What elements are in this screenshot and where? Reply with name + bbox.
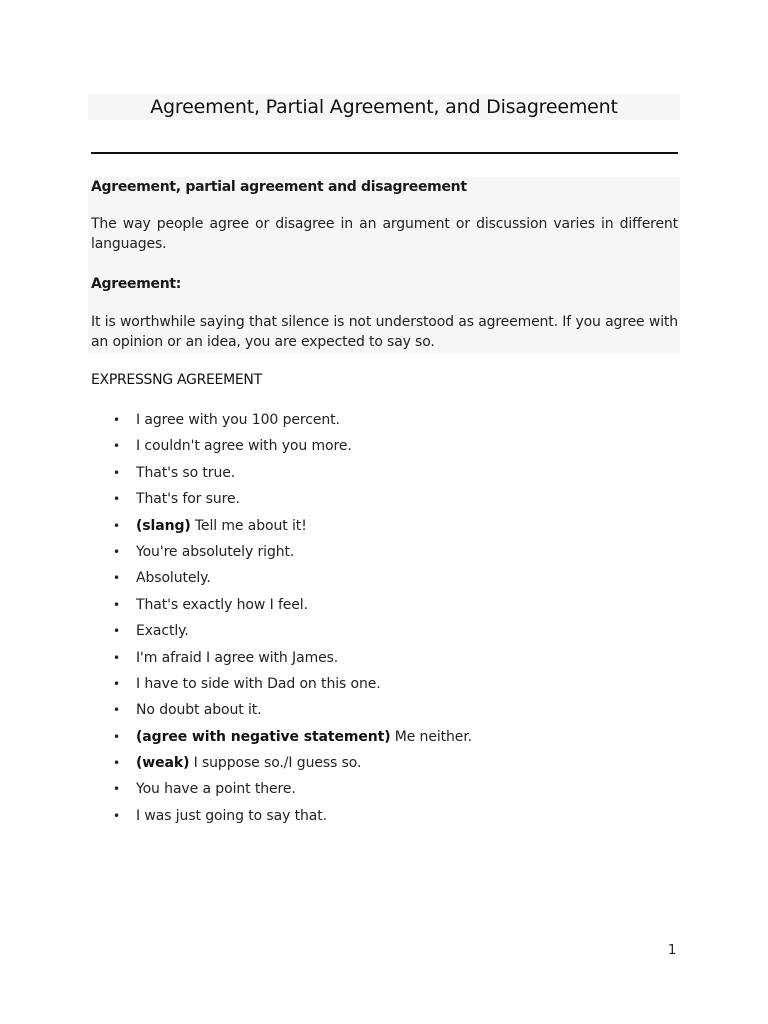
list-item-phrase: I couldn't agree with you more. — [136, 438, 352, 455]
bullet-icon: • — [113, 544, 120, 559]
bullet-icon: • — [113, 808, 120, 823]
list-item-phrase: That's so true. — [136, 464, 236, 481]
page-title: Agreement, Partial Agreement, and Disagreement — [150, 96, 618, 118]
list-item-phrase: You're absolutely right. — [136, 543, 295, 560]
bullet-icon: • — [113, 518, 120, 533]
intro-paragraph: The way people agree or disagree in an argument or discussion varies in different languages. — [91, 216, 678, 252]
intro-heading: Agreement, partial agreement and disagreement — [91, 179, 467, 195]
list-item-text — [136, 697, 262, 723]
bullet-icon: • — [113, 676, 120, 691]
list-item-phrase: Tell me about it! — [194, 517, 307, 534]
list-item-text — [136, 803, 327, 829]
list-item — [0, 618, 768, 644]
bullet-icon: • — [113, 597, 120, 612]
list-item — [0, 460, 768, 486]
list-item-phrase: You have a point there. — [136, 781, 296, 798]
list-item-qualifier: (weak) — [136, 755, 190, 772]
list-item — [0, 671, 768, 697]
list-item-phrase: I suppose so./I guess so. — [193, 755, 362, 772]
list-item — [0, 539, 768, 565]
bullet-icon: • — [113, 650, 120, 665]
bullet-icon: • — [113, 492, 120, 507]
list-item — [0, 407, 768, 433]
list-item — [0, 513, 768, 539]
list-item — [0, 592, 768, 618]
list-item — [0, 776, 768, 802]
list-item-phrase: That's for sure. — [136, 491, 240, 508]
list-item-phrase: Absolutely. — [136, 570, 211, 587]
title-box — [88, 94, 680, 120]
list-item — [0, 750, 768, 776]
list-item-text — [136, 565, 211, 591]
bullet-icon: • — [113, 782, 120, 797]
agreement-heading: Agreement: — [91, 276, 182, 292]
list-item-text — [136, 724, 472, 750]
list-item-phrase: No doubt about it. — [136, 702, 262, 719]
bullet-icon: • — [113, 703, 120, 718]
list-item-phrase: I'm afraid I agree with James. — [136, 649, 339, 666]
title-rule — [91, 152, 678, 154]
bullet-icon: • — [113, 624, 120, 639]
list-item-text — [136, 539, 294, 565]
list-item-phrase: I was just going to say that. — [136, 807, 327, 824]
list-item-phrase: That's exactly how I feel. — [136, 596, 308, 613]
list-item — [0, 486, 768, 512]
list-item-qualifier: (agree with negative statement) — [136, 728, 391, 745]
list-item-text — [136, 645, 338, 671]
list-item-phrase: Exactly. — [136, 623, 189, 640]
bullet-icon: • — [113, 439, 120, 454]
list-item-text — [136, 776, 296, 802]
list-item-text — [136, 407, 340, 433]
list-item — [0, 565, 768, 591]
page-number: 1 — [668, 943, 677, 958]
list-item-text — [136, 460, 235, 486]
list-item — [0, 645, 768, 671]
list-item-phrase: Me neither. — [394, 728, 473, 745]
list-item-text — [136, 486, 240, 512]
bullet-icon: • — [113, 465, 120, 480]
list-item-text — [136, 750, 361, 776]
section-heading: EXPRESSNG AGREEMENT — [91, 372, 262, 388]
list-item-qualifier: (slang) — [136, 517, 191, 534]
agreement-phrase-list — [0, 407, 768, 829]
list-item-phrase: I have to side with Dad on this one. — [136, 675, 381, 692]
list-item — [0, 433, 768, 459]
bullet-icon: • — [113, 756, 120, 771]
list-item-text — [136, 513, 307, 539]
agreement-paragraph: It is worthwhile saying that silence is not understood as agreement. If you agree with an opinion or an idea, you are expected to say so. — [91, 314, 678, 350]
list-item-text — [136, 671, 381, 697]
list-item — [0, 724, 768, 750]
list-item — [0, 697, 768, 723]
list-item-phrase: I agree with you 100 percent. — [136, 412, 340, 428]
list-item — [0, 803, 768, 829]
bullet-icon: • — [113, 729, 120, 744]
bullet-icon: • — [113, 413, 120, 427]
bullet-icon: • — [113, 571, 120, 586]
list-item-text — [136, 618, 189, 644]
list-item-text — [136, 592, 308, 618]
list-item-text — [136, 433, 352, 459]
